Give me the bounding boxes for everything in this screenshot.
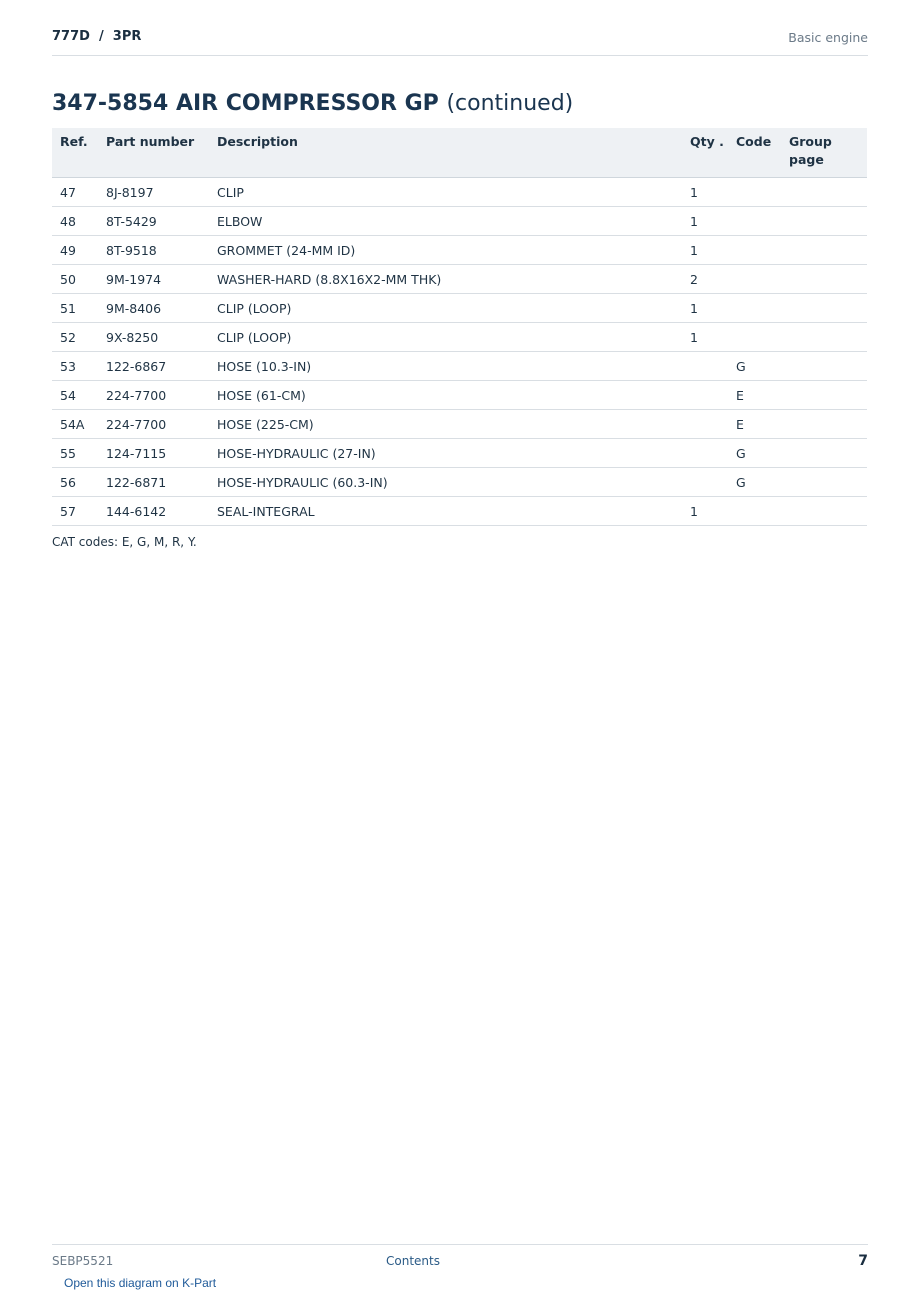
cell-ref: 56 xyxy=(52,468,98,497)
cell-part-number: 144-6142 xyxy=(98,497,209,526)
cell-ref: 55 xyxy=(52,439,98,468)
table-row xyxy=(52,294,867,323)
cell-code: G xyxy=(728,439,781,468)
cell-part-number: 124-7115 xyxy=(98,439,209,468)
header-group-page: Group page xyxy=(781,128,867,178)
cell-qty: 1 xyxy=(682,207,728,236)
cell-ref: 48 xyxy=(52,207,98,236)
cell-ref: 54 xyxy=(52,381,98,410)
cell-description: CLIP (LOOP) xyxy=(209,323,682,352)
page-number: 7 xyxy=(858,1253,868,1269)
cell-ref: 47 xyxy=(52,178,98,207)
parts-table xyxy=(52,128,867,526)
cell-group-page xyxy=(781,236,867,265)
cell-group-page xyxy=(781,410,867,439)
table-row xyxy=(52,410,867,439)
header-part-number: Part number xyxy=(98,128,209,178)
cell-description: CLIP (LOOP) xyxy=(209,294,682,323)
cell-part-number: 9M-1974 xyxy=(98,265,209,294)
cell-group-page xyxy=(781,381,867,410)
cell-ref: 50 xyxy=(52,265,98,294)
table-row xyxy=(52,323,867,352)
cell-group-page xyxy=(781,178,867,207)
cell-code xyxy=(728,497,781,526)
cell-part-number: 8T-5429 xyxy=(98,207,209,236)
table-row xyxy=(52,352,867,381)
cell-qty: 1 xyxy=(682,497,728,526)
cell-code xyxy=(728,294,781,323)
cell-group-page xyxy=(781,468,867,497)
table-row xyxy=(52,468,867,497)
cell-description: WASHER-HARD (8.8X16X2-MM THK) xyxy=(209,265,682,294)
cell-code xyxy=(728,265,781,294)
header-code: Code xyxy=(728,128,781,178)
header-qty: Qty . xyxy=(682,128,728,178)
cell-part-number: 9M-8406 xyxy=(98,294,209,323)
document-id: SEBP5521 xyxy=(52,1254,114,1268)
cell-qty: 1 xyxy=(682,294,728,323)
cell-qty: 1 xyxy=(682,178,728,207)
cell-ref: 52 xyxy=(52,323,98,352)
cell-group-page xyxy=(781,207,867,236)
cell-code: E xyxy=(728,381,781,410)
cell-qty xyxy=(682,381,728,410)
cell-part-number: 8T-9518 xyxy=(98,236,209,265)
cell-part-number: 9X-8250 xyxy=(98,323,209,352)
cell-description: ELBOW xyxy=(209,207,682,236)
cell-qty: 1 xyxy=(682,323,728,352)
kpart-link[interactable]: Open this diagram on K-Part xyxy=(64,1276,217,1290)
cell-code: G xyxy=(728,468,781,497)
cell-part-number: 122-6871 xyxy=(98,468,209,497)
cell-description: GROMMET (24-MM ID) xyxy=(209,236,682,265)
cell-code: G xyxy=(728,352,781,381)
table-row xyxy=(52,236,867,265)
header-ref: Ref. xyxy=(52,128,98,178)
cell-part-number: 8J-8197 xyxy=(98,178,209,207)
cell-qty xyxy=(682,410,728,439)
cell-code: E xyxy=(728,410,781,439)
cat-codes-note: CAT codes: E, G, M, R, Y. xyxy=(52,535,197,549)
cell-ref: 57 xyxy=(52,497,98,526)
cell-ref: 53 xyxy=(52,352,98,381)
cell-code xyxy=(728,323,781,352)
cell-qty: 2 xyxy=(682,265,728,294)
cell-part-number: 122-6867 xyxy=(98,352,209,381)
cell-code xyxy=(728,236,781,265)
cell-description: CLIP xyxy=(209,178,682,207)
cell-part-number: 224-7700 xyxy=(98,410,209,439)
cell-qty xyxy=(682,352,728,381)
cell-group-page xyxy=(781,294,867,323)
page-title-suffix: (continued) xyxy=(446,91,574,116)
page-title xyxy=(52,90,573,118)
cell-qty xyxy=(682,439,728,468)
cell-qty: 1 xyxy=(682,236,728,265)
cell-ref: 54A xyxy=(52,410,98,439)
cell-description: HOSE (225-CM) xyxy=(209,410,682,439)
table-row xyxy=(52,497,867,526)
table-row xyxy=(52,178,867,207)
cell-ref: 49 xyxy=(52,236,98,265)
cell-description: HOSE (61-CM) xyxy=(209,381,682,410)
cell-group-page xyxy=(781,352,867,381)
model-label: 777D / 3PR xyxy=(52,29,142,44)
section-label: Basic engine xyxy=(788,30,868,45)
cell-description: HOSE-HYDRAULIC (60.3-IN) xyxy=(209,468,682,497)
cell-code xyxy=(728,178,781,207)
page-header xyxy=(52,28,868,56)
cell-code xyxy=(728,207,781,236)
cell-group-page xyxy=(781,497,867,526)
table-row xyxy=(52,265,867,294)
cell-group-page xyxy=(781,323,867,352)
page-title-main: 347-5854 AIR COMPRESSOR GP xyxy=(52,91,439,116)
cell-description: HOSE-HYDRAULIC (27-IN) xyxy=(209,439,682,468)
cell-group-page xyxy=(781,439,867,468)
cell-description: HOSE (10.3-IN) xyxy=(209,352,682,381)
cell-description: SEAL-INTEGRAL xyxy=(209,497,682,526)
table-row xyxy=(52,439,867,468)
cell-qty xyxy=(682,468,728,497)
cell-group-page xyxy=(781,265,867,294)
cell-ref: 51 xyxy=(52,294,98,323)
table-header-row xyxy=(52,128,867,178)
cell-part-number: 224-7700 xyxy=(98,381,209,410)
header-description: Description xyxy=(209,128,682,178)
table-row xyxy=(52,207,867,236)
table-row xyxy=(52,381,867,410)
contents-link[interactable]: Contents xyxy=(386,1254,440,1268)
page-footer xyxy=(52,1244,868,1275)
